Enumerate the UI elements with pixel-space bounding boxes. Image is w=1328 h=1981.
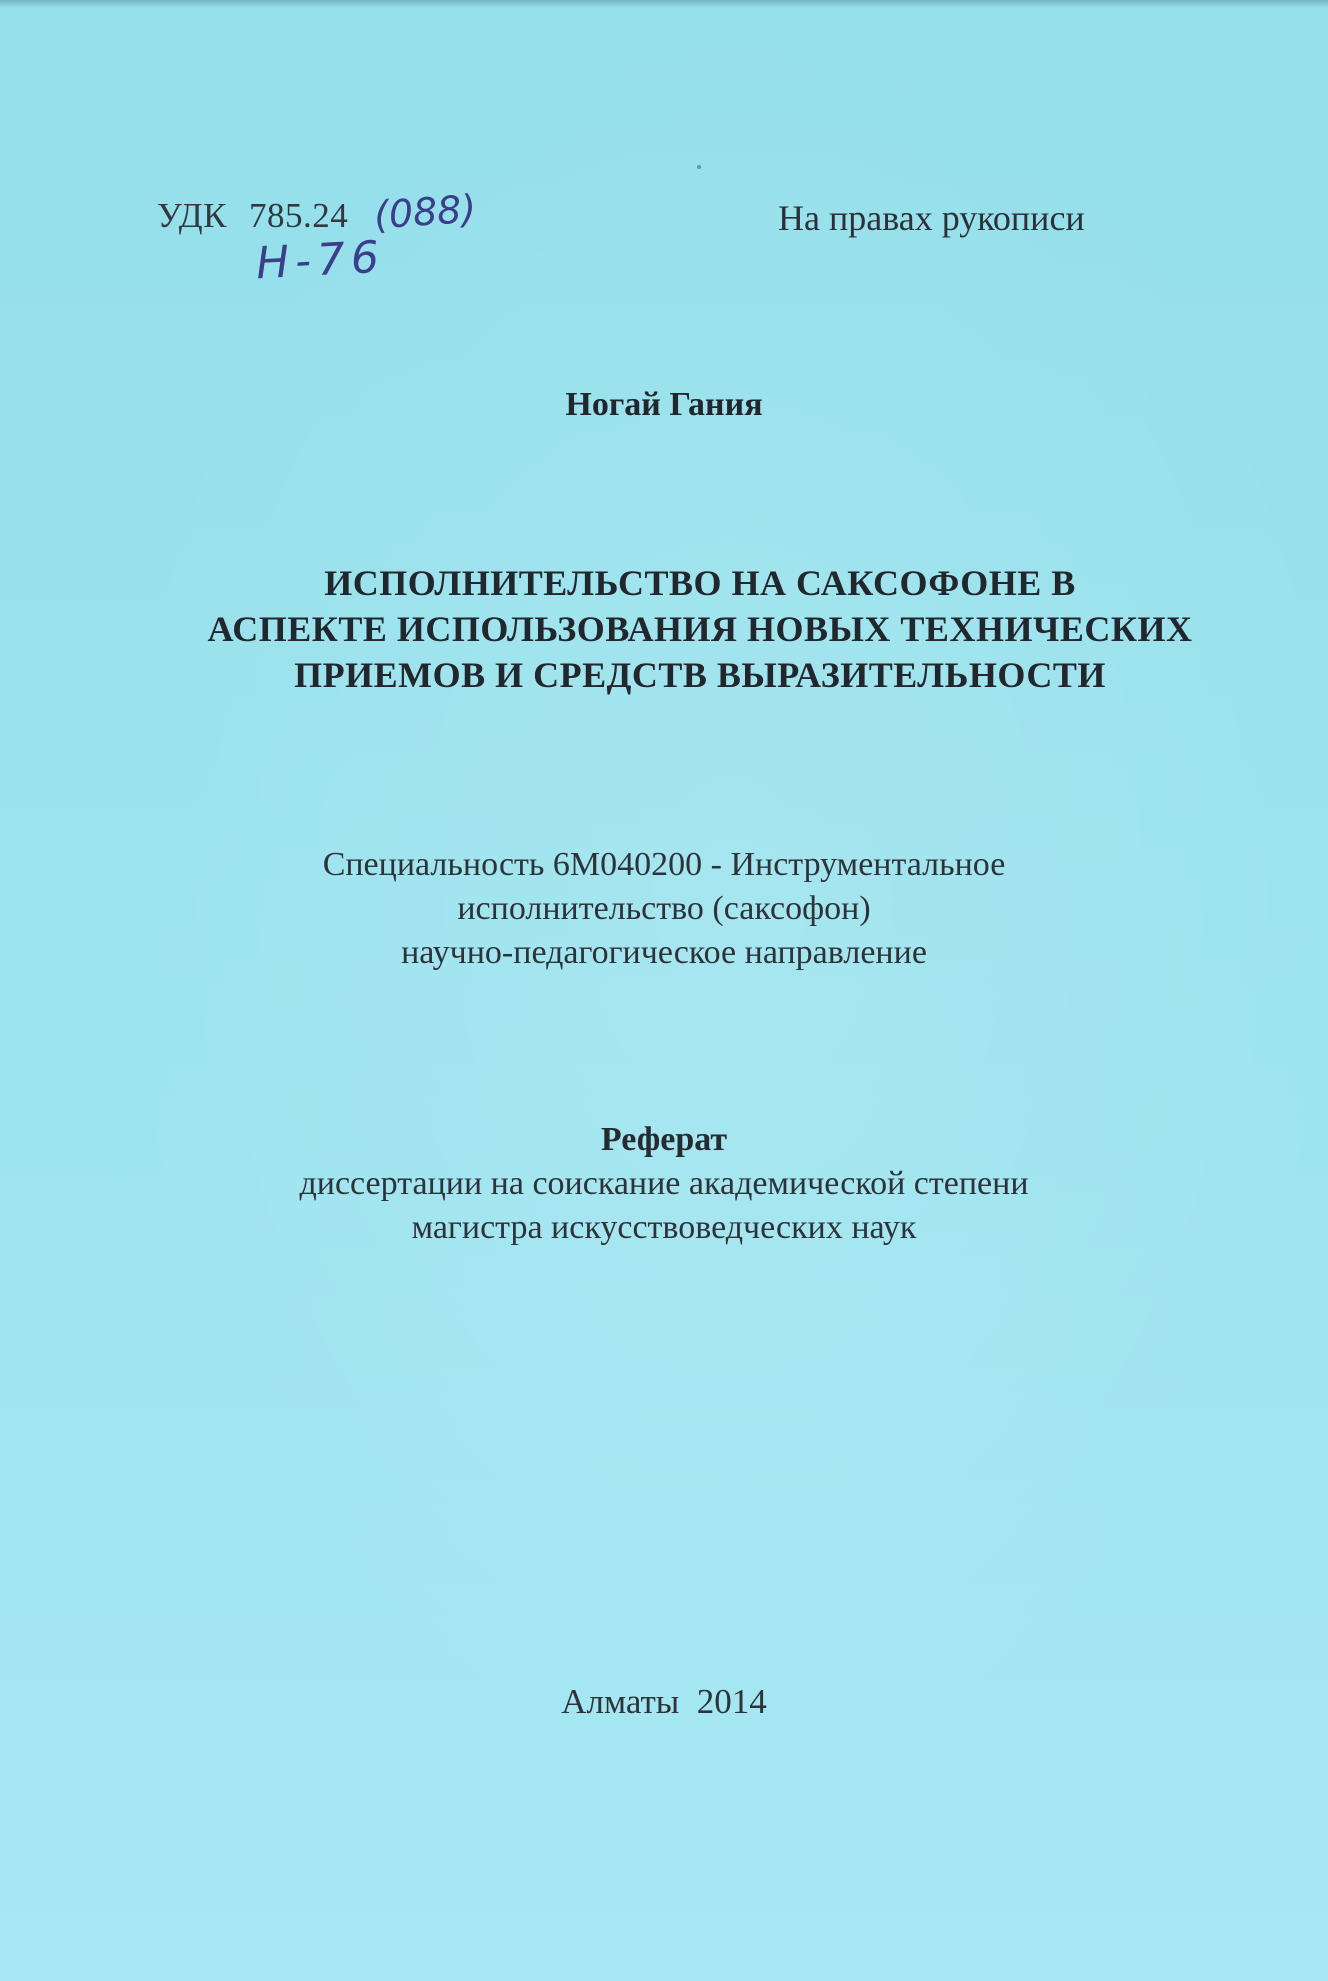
author-name: Ногай Гания (565, 386, 763, 423)
title-line: АСПЕКТЕ ИСПОЛЬЗОВАНИЯ НОВЫХ ТЕХНИЧЕСКИХ (207, 609, 1193, 649)
udk-line (157, 196, 348, 236)
abstract-line: магистра искусствоведческих наук (411, 1209, 917, 1246)
udk-label: УДК (157, 196, 227, 235)
scan-speck (697, 165, 701, 169)
specialty-block (0, 843, 1328, 975)
city-year: Алматы 2014 (561, 1682, 767, 1721)
udk-handwritten-annotation: (088) (372, 186, 478, 238)
abstract-heading: Реферат (600, 1121, 728, 1158)
dissertation-title (150, 560, 1250, 698)
rights-notice: На правах рукописи (778, 198, 1085, 238)
specialty-line: исполнительство (саксофон) (457, 890, 871, 927)
specialty-line: научно-педагогическое направление (401, 934, 927, 971)
handwritten-cipher: Н-76 (254, 231, 387, 290)
scan-edge-shadow (0, 0, 1328, 8)
abstract-block (0, 1118, 1328, 1250)
abstract-line: диссертации на соискание академической степени (299, 1165, 1029, 1202)
title-line: ИСПОЛНИТЕЛЬСТВО НА САКСОФОНЕ В (324, 563, 1076, 603)
specialty-line: Специальность 6М040200 - Инструментальное (322, 846, 1006, 883)
udk-code: 785.24 (248, 196, 349, 235)
title-line: ПРИЕМОВ И СРЕДСТВ ВЫРАЗИТЕЛЬНОСТИ (294, 655, 1106, 695)
